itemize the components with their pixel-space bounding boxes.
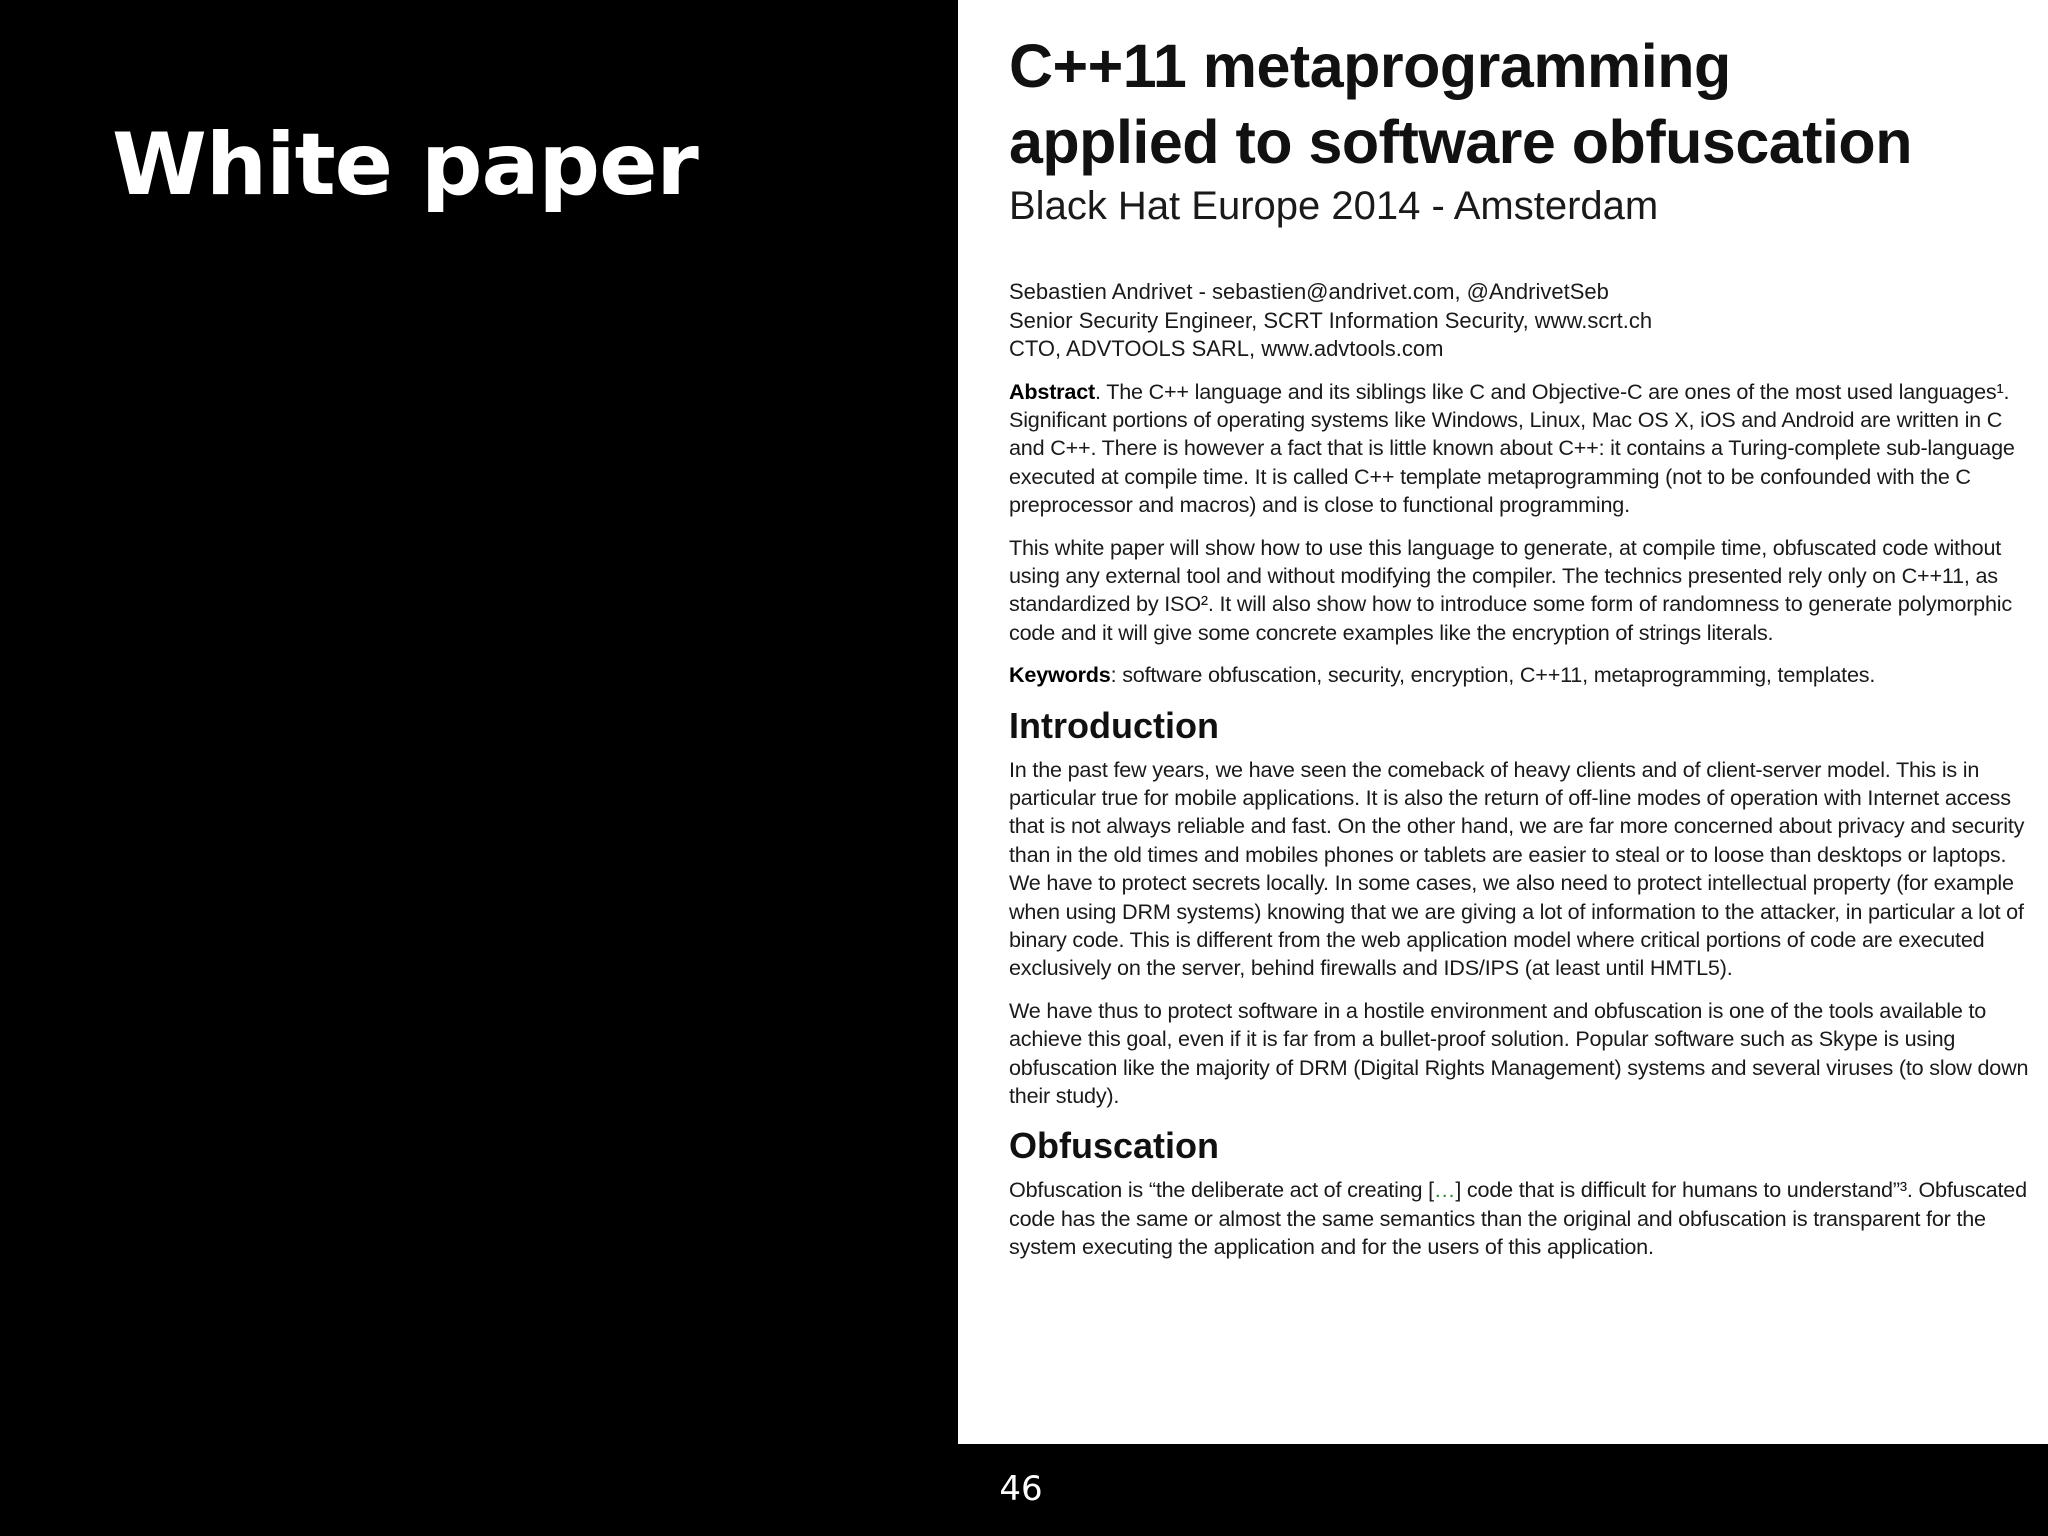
author-block xyxy=(1009,278,2032,364)
author-line: Senior Security Engineer, SCRT Information Security, www.scrt.ch xyxy=(1009,307,1653,333)
obfuscation-text-before: Obfuscation is “the deliberate act of creating [ xyxy=(1009,1177,1434,1203)
abstract-label: Abstract xyxy=(1009,378,1095,404)
page-number: 46 xyxy=(999,1469,1043,1509)
keywords-text: : software obfuscation, security, encryption, C++11, metaprogramming, templates. xyxy=(1110,662,1876,688)
obfuscation-paragraph xyxy=(1009,1176,2032,1261)
paper-title xyxy=(1009,28,2032,180)
keywords-label: Keywords xyxy=(1009,662,1111,688)
obfuscation-heading: Obfuscation xyxy=(1009,1125,1220,1167)
introduction-heading: Introduction xyxy=(1009,704,1219,746)
introduction-paragraph-2: We have thus to protect software in a hostile environment and obfuscation is one of the tools available to achieve this goal, even if it is far from a bullet-proof solution. Popular software such as Skype is using obfuscation like the majority of DRM (Digital Rights Management) systems and several viruses (to slow down their study). xyxy=(1009,997,2029,1109)
slide-title: White paper xyxy=(112,115,698,215)
abstract-paragraph xyxy=(1009,378,2032,520)
paper-subtitle: Black Hat Europe 2014 - Amsterdam xyxy=(1009,184,1659,228)
keywords-paragraph xyxy=(1009,661,2032,689)
paper-title-line1: C++11 metaprogramming xyxy=(1009,32,1731,100)
abstract-paragraph-2: This white paper will show how to use this language to generate, at compile time, obfuscated code without using any external tool and without modifying the compiler. The technics presented rely only on C++11, as standardized by ISO². It will also show how to introduce some form of randomness to generate polymorphic code and it will give some concrete examples like the encryption of strings literals. xyxy=(1009,534,2012,645)
obfuscation-text-after: ] code that is difficult for humans to understand”³. Obfuscated code has the same or almost the same semantics than the original and obfuscation is transparent for the system executing the application and for the users of this application. xyxy=(1009,1177,2027,1260)
white-paper-page xyxy=(958,0,2048,1444)
paper-title-line2: applied to software obfuscation xyxy=(1009,108,1912,176)
ellipsis-mark: … xyxy=(1433,1177,1456,1203)
abstract-text: . The C++ language and its siblings like C and Objective-C are ones of the most used languages¹. Significant portions of operating systems like Windows, Linux, Mac OS X, iOS and Android are written in C and C++. There is however a fact that is little known about C++: it contains a Turing-complete sub-language executed at compile time. It is called C++ template metaprogramming (not to be confounded with the C preprocessor and macros) and is close to functional programming. xyxy=(1009,378,2015,518)
author-line: Sebastien Andrivet - sebastien@andrivet.com, @AndrivetSeb xyxy=(1009,279,1609,304)
author-line: CTO, ADVTOOLS SARL, www.advtools.com xyxy=(1009,336,1444,361)
introduction-paragraph-1: In the past few years, we have seen the comeback of heavy clients and of client-server model. This is in particular true for mobile applications. It is also the return of off-line modes of operation with Internet access that is not always reliable and fast. On the other hand, we are far more concerned about privacy and security than in the old times and mobiles phones or tablets are easier to steal or to loose than desktops or laptops. We have to protect secrets locally. In some cases, we also need to protect intellectual property (for example when using DRM systems) knowing that we are giving a lot of information to the attacker, in particular a lot of binary code. This is different from the web application model where critical portions of code are executed exclusively on the server, behind firewalls and IDS/IPS (at least until HMTL5). xyxy=(1009,756,2025,981)
